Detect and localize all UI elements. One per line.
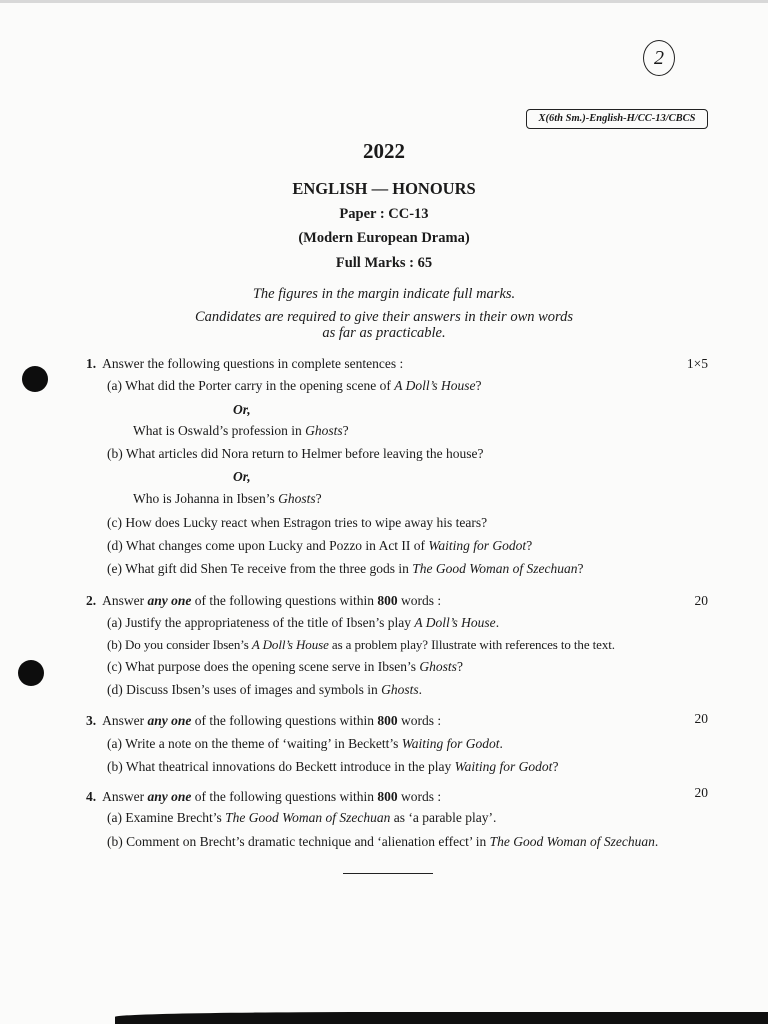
part-text: Who is Johanna in Ibsen’s bbox=[133, 491, 275, 506]
question-4-marks: 20 bbox=[694, 785, 708, 800]
part-text: as ‘a parable play’. bbox=[393, 810, 497, 825]
part-text: What gift did Shen Te receive from the three gods in bbox=[125, 561, 409, 576]
question-text: of the following questions within bbox=[194, 789, 375, 804]
work-title: The Good Woman of Szechuan bbox=[225, 810, 391, 825]
part-label: (a) bbox=[107, 736, 122, 751]
or-separator: Or, bbox=[233, 469, 251, 484]
work-title: A Doll’s House bbox=[414, 615, 496, 630]
question-2-marks: 20 bbox=[694, 593, 708, 608]
instruction-line-1: The figures in the margin indicate full marks. bbox=[252, 286, 516, 302]
question-text: Answer bbox=[102, 593, 145, 608]
work-title: A Doll’s House bbox=[394, 378, 476, 393]
question-4 bbox=[86, 789, 441, 805]
q1-part-b-alternative bbox=[133, 491, 322, 507]
work-title: Waiting for Godot bbox=[428, 538, 527, 553]
question-text: words : bbox=[401, 593, 442, 608]
paper-code: X(6th Sm.)-English-H/CC-13/CBCS bbox=[526, 109, 708, 129]
q1-part-a-alternative bbox=[133, 423, 349, 439]
question-2 bbox=[86, 593, 441, 609]
subject-title: ENGLISH — HONOURS bbox=[292, 179, 476, 198]
question-number: 3. bbox=[86, 713, 97, 728]
part-label: (a) bbox=[107, 615, 122, 630]
question-text: words : bbox=[401, 713, 442, 728]
end-rule bbox=[343, 873, 433, 874]
word-limit: 800 bbox=[377, 593, 398, 608]
part-end: . bbox=[418, 682, 422, 697]
part-label: (a) bbox=[107, 378, 122, 393]
question-text: Answer bbox=[102, 713, 145, 728]
part-text: How does Lucky react when Estragon tries to wipe away his tears? bbox=[125, 515, 488, 530]
part-label: (b) bbox=[107, 759, 123, 774]
question-number: 2. bbox=[86, 593, 97, 608]
q1-part-d bbox=[107, 538, 532, 554]
question-3 bbox=[86, 713, 441, 729]
part-text: Comment on Brecht’s dramatic technique and ‘alienation effect’ in bbox=[126, 834, 487, 849]
emphasis: any one bbox=[147, 713, 192, 728]
part-end: . bbox=[495, 615, 500, 630]
work-title: A Doll’s House bbox=[251, 637, 329, 652]
q1-part-c bbox=[107, 515, 487, 531]
question-1 bbox=[86, 356, 403, 372]
part-end: ? bbox=[315, 491, 322, 506]
scan-edge-bottom bbox=[115, 1012, 768, 1024]
work-title: Ghosts bbox=[419, 659, 457, 674]
part-text: Justify the appropriateness of the title of Ibsen’s play bbox=[125, 615, 412, 630]
part-end: ? bbox=[456, 659, 463, 674]
part-end: . bbox=[499, 736, 503, 751]
part-label: (e) bbox=[107, 561, 122, 576]
part-end: ? bbox=[342, 423, 349, 438]
q3-part-a bbox=[107, 736, 503, 752]
question-text: of the following questions within bbox=[194, 713, 375, 728]
question-1-marks: 1×5 bbox=[686, 356, 708, 371]
q1-part-e bbox=[107, 561, 583, 577]
page-number-mark: 2 bbox=[643, 40, 675, 76]
work-title: Ghosts bbox=[381, 682, 419, 697]
part-label: (d) bbox=[107, 538, 123, 553]
part-text: What changes come upon Lucky and Pozzo in Act II of bbox=[125, 538, 426, 553]
part-end: ? bbox=[552, 759, 559, 774]
word-limit: 800 bbox=[377, 789, 398, 804]
paper-number: Paper : CC-13 bbox=[339, 206, 429, 222]
part-text: What articles did Nora return to Helmer before leaving the house? bbox=[125, 446, 484, 461]
paper-title: (Modern European Drama) bbox=[298, 230, 470, 246]
punch-hole bbox=[18, 660, 44, 686]
punch-hole bbox=[22, 366, 48, 392]
word-limit: 800 bbox=[377, 713, 398, 728]
part-text: as a problem play? Illustrate with references to the text. bbox=[331, 637, 615, 652]
scan-edge-top bbox=[0, 0, 768, 3]
part-text: What purpose does the opening scene serve in Ibsen’s bbox=[125, 659, 417, 674]
part-end: ? bbox=[577, 561, 584, 576]
work-title: Ghosts bbox=[278, 491, 316, 506]
part-end: . bbox=[654, 834, 659, 849]
question-text: words : bbox=[401, 789, 442, 804]
emphasis: any one bbox=[147, 593, 192, 608]
work-title: Waiting for Godot bbox=[454, 759, 553, 774]
q3-part-b bbox=[107, 759, 558, 775]
part-label: (b) bbox=[107, 446, 123, 461]
part-label: (d) bbox=[107, 682, 123, 697]
part-text: What is Oswald’s profession in bbox=[133, 423, 302, 438]
question-text: Answer the following questions in complete sentences : bbox=[102, 356, 404, 371]
question-number: 4. bbox=[86, 789, 97, 804]
q2-part-c bbox=[107, 659, 463, 675]
instruction-line-2: Candidates are required to give their answers in their own words bbox=[194, 309, 574, 325]
question-text: of the following questions within bbox=[194, 593, 375, 608]
question-number: 1. bbox=[86, 356, 97, 371]
part-label: (c) bbox=[107, 659, 122, 674]
q2-part-d bbox=[107, 682, 422, 698]
part-text: What did the Porter carry in the opening scene of bbox=[125, 378, 391, 393]
work-title: The Good Woman of Szechuan bbox=[489, 834, 655, 849]
part-text: Examine Brecht’s bbox=[125, 810, 222, 825]
part-label: (a) bbox=[107, 810, 122, 825]
part-text: Discuss Ibsen’s uses of images and symbols in bbox=[126, 682, 378, 697]
full-marks: Full Marks : 65 bbox=[335, 255, 433, 271]
exam-year: 2022 bbox=[363, 139, 405, 163]
part-label: (b) bbox=[107, 834, 123, 849]
work-title: Waiting for Godot bbox=[401, 736, 500, 751]
emphasis: any one bbox=[147, 789, 192, 804]
q4-part-b bbox=[107, 834, 658, 850]
part-text: What theatrical innovations do Beckett introduce in the play bbox=[125, 759, 452, 774]
part-text: Write a note on the theme of ‘waiting’ in Beckett’s bbox=[125, 736, 399, 751]
question-3-marks: 20 bbox=[694, 711, 708, 726]
q2-part-b bbox=[107, 637, 615, 653]
instruction-line-3: as far as practicable. bbox=[322, 325, 446, 341]
work-title: The Good Woman of Szechuan bbox=[412, 561, 578, 576]
q4-part-a bbox=[107, 810, 496, 826]
q1-part-b bbox=[107, 446, 484, 462]
question-text: Answer bbox=[102, 789, 145, 804]
part-end: ? bbox=[475, 378, 482, 393]
q2-part-a bbox=[107, 615, 499, 631]
work-title: Ghosts bbox=[305, 423, 343, 438]
part-label: (b) bbox=[107, 637, 122, 652]
part-end: ? bbox=[526, 538, 533, 553]
or-separator: Or, bbox=[233, 402, 251, 417]
q1-part-a bbox=[107, 378, 482, 394]
part-label: (c) bbox=[107, 515, 122, 530]
part-text: Do you consider Ibsen’s bbox=[125, 637, 249, 652]
